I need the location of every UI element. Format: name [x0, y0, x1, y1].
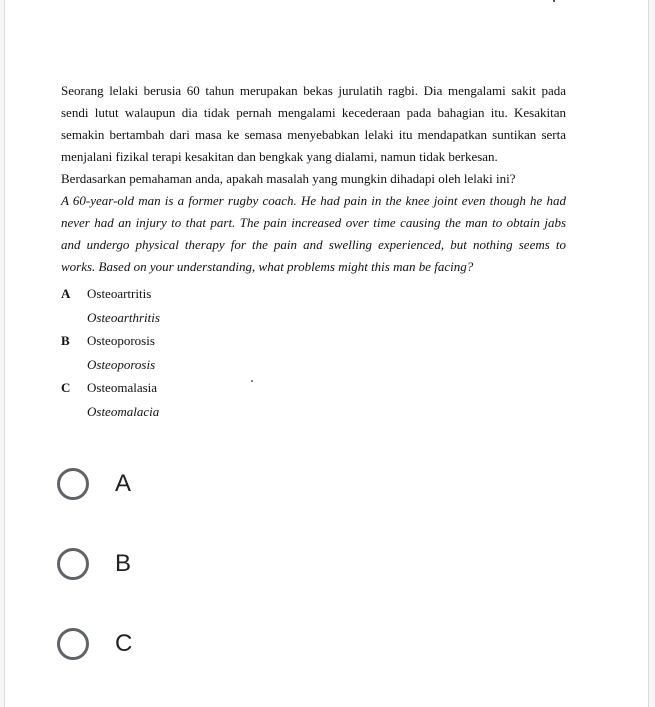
- question-translation-line: A 60-year-old man is a former rugby coach. He had pain in the knee joint even though he had: [61, 193, 566, 208]
- option-text: Osteoartritis: [87, 286, 152, 301]
- question-translation-line: never had an injury to that part. The pain increased over time causing the man to obtain jabs: [61, 215, 566, 230]
- form-card: [4, 0, 649, 707]
- option-letter: B: [61, 333, 70, 348]
- option-b-translation: [61, 353, 566, 377]
- radio-button-b[interactable]: [57, 548, 89, 580]
- option-text: Osteoporosis: [87, 333, 155, 348]
- radio-label-a: A: [115, 470, 132, 497]
- option-a: [61, 282, 566, 306]
- question-text-line: menjalani fizikal terapi kesakitan dan bengkak yang dialami, namun tidak berkesan.: [61, 149, 498, 164]
- option-translation: Osteomalacia: [87, 403, 160, 419]
- question-text-line: Seorang lelaki berusia 60 tahun merupakan bekas jurulatih ragbi. Dia mengalami sakit pada: [61, 83, 566, 98]
- radio-choice-c[interactable]: [57, 624, 132, 664]
- radio-choice-a[interactable]: [57, 464, 131, 504]
- option-text: Osteomalasia: [87, 380, 158, 395]
- speck: [251, 380, 253, 382]
- option-c-translation: [61, 400, 566, 424]
- option-c: [61, 376, 566, 400]
- corner-mark: [553, 0, 555, 2]
- option-letter: A: [61, 286, 71, 301]
- question-translation-line: and undergo physical therapy for the pain and swelling experienced, but nothing seems to: [61, 237, 566, 252]
- radio-choice-b[interactable]: [57, 544, 131, 584]
- radio-button-a[interactable]: [57, 468, 89, 500]
- radio-label-c: C: [115, 630, 133, 657]
- question-text-line: semakin bertambah dari masa ke semasa menyebabkan lelaki itu mendapatkan suntikan serta: [61, 127, 566, 142]
- question-image: [61, 80, 566, 423]
- option-translation: Osteoarthritis: [87, 309, 160, 325]
- option-translation: Osteoporosis: [87, 356, 156, 372]
- option-a-translation: [61, 306, 566, 330]
- option-b: [61, 329, 566, 353]
- question-translation-line: works. Based on your understanding, what problems might this man be facing?: [61, 259, 474, 274]
- answer-options: [61, 282, 566, 423]
- radio-button-c[interactable]: [57, 628, 89, 660]
- radio-label-b: B: [115, 550, 132, 577]
- option-letter: C: [61, 380, 71, 395]
- question-text-line: sendi lutut walaupun dia tidak pernah mengalami kecederaan pada bahagian itu. Kesakitan: [61, 105, 566, 120]
- question-text-line: Berdasarkan pemahaman anda, apakah masalah yang mungkin dihadapi oleh lelaki ini?: [61, 171, 516, 186]
